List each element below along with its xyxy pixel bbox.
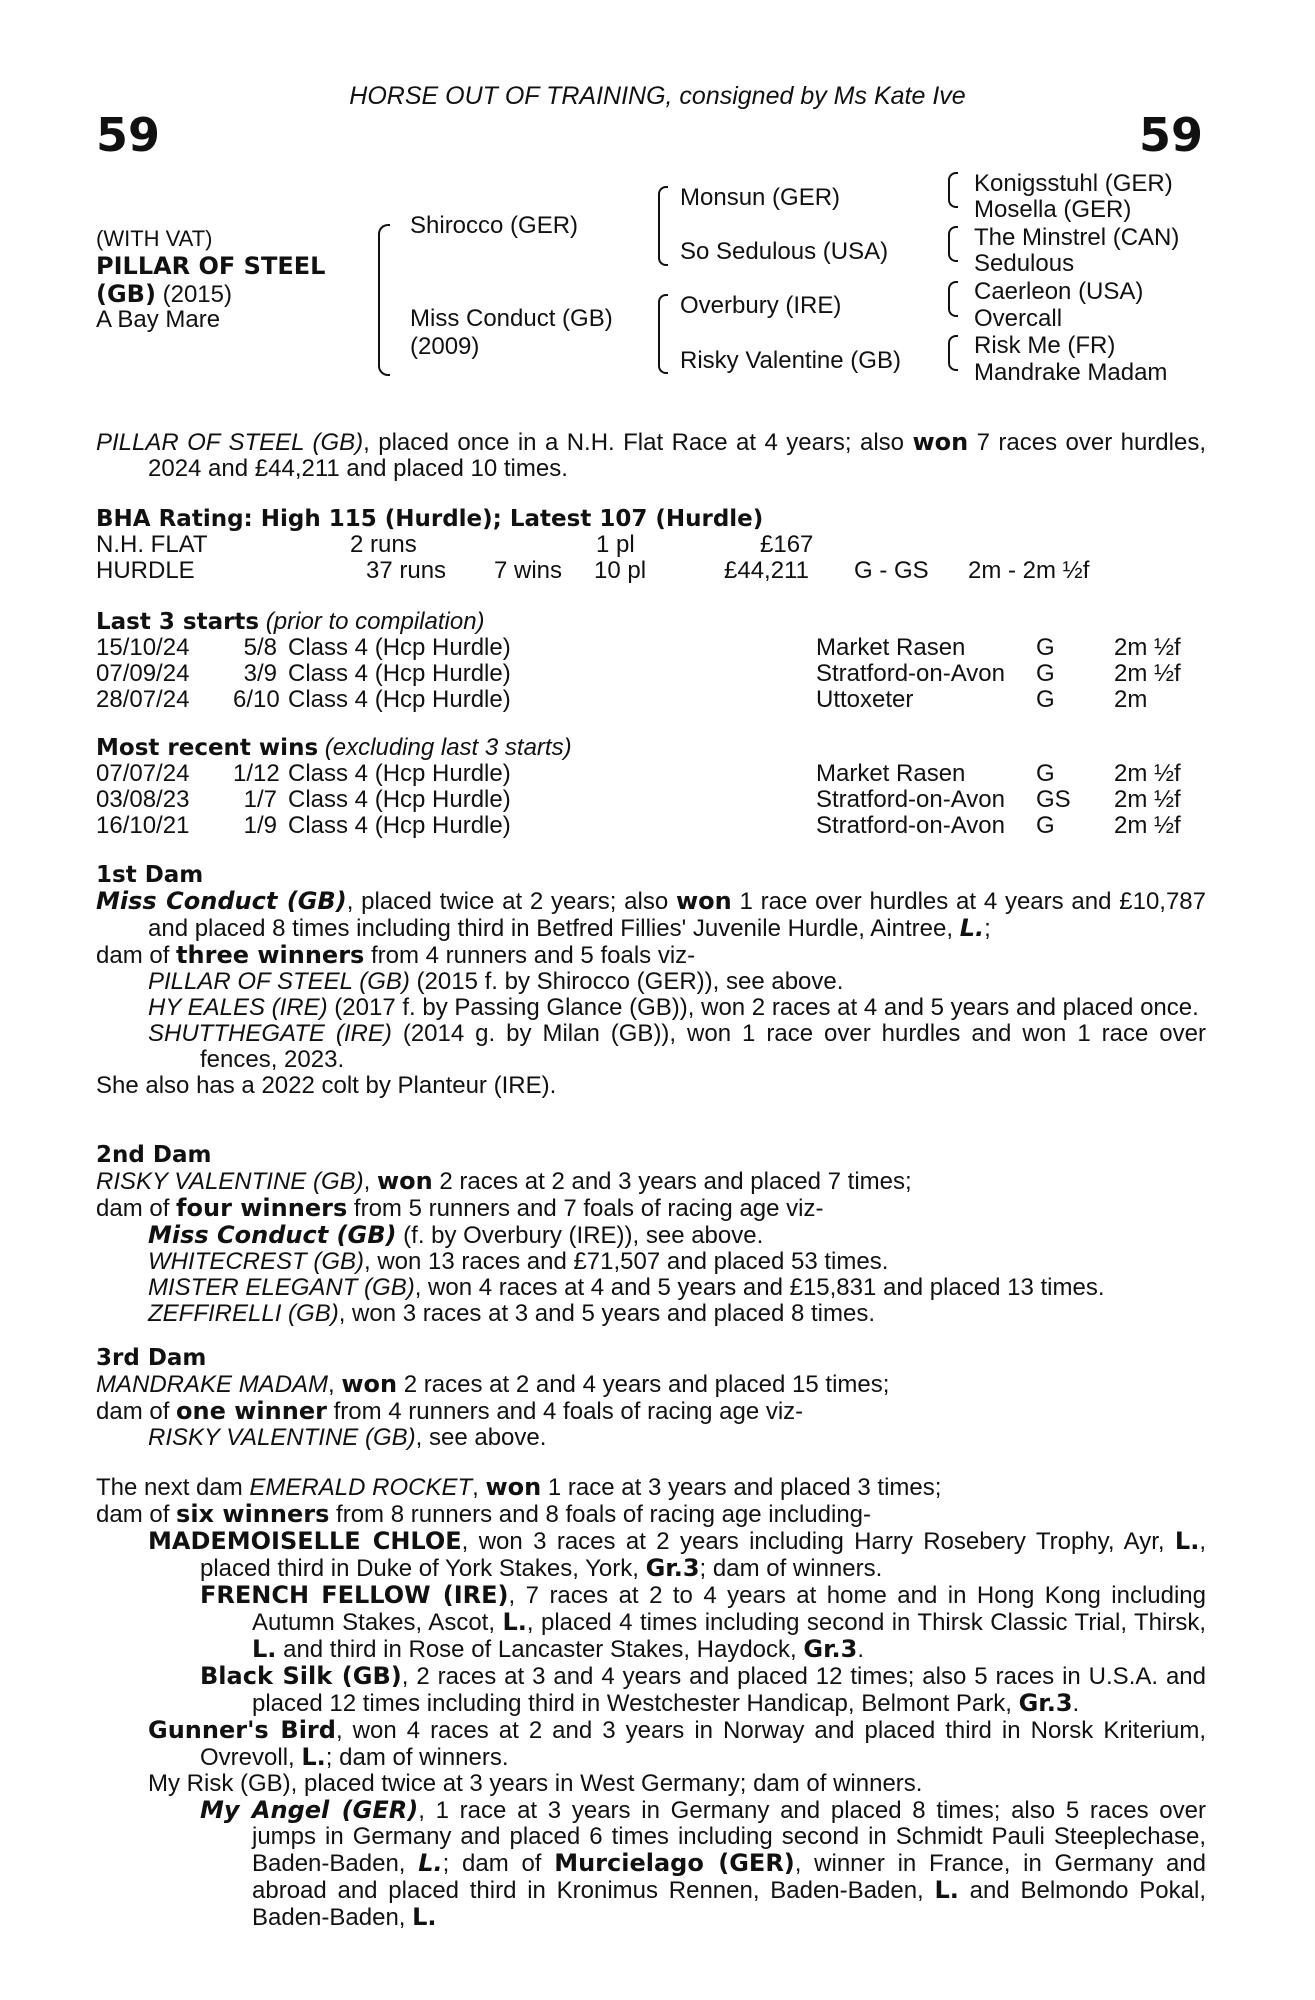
gp-brace-1 [948, 172, 958, 208]
second-dam-title: 2nd Dam [96, 1142, 212, 1168]
grandsire-1: Konigsstuhl (GER) [974, 170, 1173, 197]
dam-sire: Overbury (IRE) [680, 292, 842, 319]
first-dam-title: 1st Dam [96, 862, 204, 888]
gp-brace-4 [948, 335, 958, 371]
grandsire-2: The Minstrel (CAN) [974, 224, 1180, 251]
rating-row: HURDLE 37 runs 7 wins 10 pl £44,211 G - GS 2m - 2m ½f [96, 557, 1090, 584]
third-dam-title: 3rd Dam [96, 1345, 207, 1371]
granddam-2: Sedulous [974, 250, 1075, 277]
sire-brace [658, 186, 668, 266]
third-dam-section: 3rd Dam MANDRAKE MADAM, won 2 races at 2 and 4 years and placed 15 times; dam of one winner from 4 runners and 4 foals of racing age viz- RISKY VALENTINE (GB), see above. [96, 1345, 1206, 1451]
racing-summary: PILLAR OF STEEL (GB), placed once in a N.H. Flat Race at 4 years; also won 7 races over hurdles, 2024 and £44,211 and placed 10 times. [96, 428, 1206, 482]
lot-number-left: 59 [96, 108, 161, 162]
vat-note: (WITH VAT) [96, 226, 213, 251]
next-dam-section: The next dam EMERALD ROCKET, won 1 race at 3 years and placed 3 times; dam of six winners from 8 runners and 8 foals of racing age including- MADEMOISELLE CHLOE, won 3 races at 2 years including Harry Rosebery Trophy, Ayr, L., placed third in Duke of York Stakes, York, Gr.3; dam of winners. FRENCH FELLOW (IRE), 7 races at 2 to 4 years at home and in Hong Kong including Autumn Stakes, Ascot, L., placed 4 times including second in Thirsk Classic Trial, Thirsk, L. and third in Rose of Lancaster Stakes, Haydock, Gr.3. Black Silk (GB), 2 races at 3 and 4 years and placed 12 times; also 5 races in U.S.A. and placed 12 times including third in Westchester Handicap, Belmont Park, Gr.3. Gunner's Bird, won 4 races at 2 and 3 years in Norway and placed third in Norsk Kriterium, Ovrevoll, L.; dam of winners. My Risk (GB), placed twice at 3 years in West Germany; dam of winners. My Angel (GER), 1 race at 3 years in Germany and placed 8 times; also 5 races over jumps in Germany and placed 6 times including second in Schmidt Pauli Steeplechase, Baden-Baden, L.; dam of Murcielago (GER), winner in France, in Germany and abroad and placed third in Kronimus Rennen, Baden-Baden, L. and Belmondo Pokal, Baden-Baden, L. [96, 1473, 1207, 1931]
rating-row: N.H. FLAT 2 runs 1 pl £167 [96, 531, 814, 558]
grandsire-4: Risk Me (FR) [974, 332, 1116, 359]
start-row: 28/07/24 6/10 Class 4 (Hcp Hurdle) Uttoxeter G 2m [96, 686, 1148, 713]
gp-brace-3 [948, 281, 958, 317]
dam: Miss Conduct (GB) [410, 305, 613, 332]
grandsire-3: Caerleon (USA) [974, 278, 1144, 305]
last-3-starts: Last 3 starts (prior to compilation) 15/10/24 5/8 Class 4 (Hcp Hurdle) Market Rasen G 2m ½f 07/09/24 3/9 Class 4 (Hcp Hurdle) Stratford-on-Avon G 2m ½f 28/07/24 6/10 Class 4 (Hcp Hurdle) Uttoxeter G 2m [96, 609, 1206, 713]
dam-year: (2009) [410, 333, 480, 360]
dam-brace [658, 294, 668, 374]
sire-sire: Monsun (GER) [680, 184, 841, 211]
win-row: 07/07/24 1/12 Class 4 (Hcp Hurdle) Market Rasen G 2m ½f [96, 760, 1181, 787]
start-row: 15/10/24 5/8 Class 4 (Hcp Hurdle) Market Rasen G 2m ½f [96, 634, 1181, 661]
rating-title: BHA Rating: High 115 (Hurdle); Latest 107 (Hurdle) [96, 506, 764, 532]
start-row: 07/09/24 3/9 Class 4 (Hcp Hurdle) Stratford-on-Avon G 2m ½f [96, 660, 1181, 687]
sire-dam: So Sedulous (USA) [680, 238, 889, 265]
lot-number-right: 59 [1138, 108, 1203, 162]
horse-description: A Bay Mare [96, 306, 221, 333]
consignment-line: HORSE OUT OF TRAINING, consigned by Ms Kate Ive [349, 82, 966, 110]
granddam-3: Overcall [974, 305, 1063, 332]
horse-name: PILLAR OF STEEL [96, 252, 326, 280]
dam-dam: Risky Valentine (GB) [680, 347, 901, 374]
horse-origin-year: (GB) (2015) [96, 280, 232, 308]
sire: Shirocco (GER) [410, 212, 579, 239]
win-row: 16/10/21 1/9 Class 4 (Hcp Hurdle) Stratford-on-Avon G 2m ½f [96, 812, 1181, 839]
second-dam-section: 2nd Dam RISKY VALENTINE (GB), won 2 races at 2 and 3 years and placed 7 times; dam of four winners from 5 runners and 7 foals of racing age viz- Miss Conduct (GB) (f. by Overbury (IRE)), see above. WHITECREST (GB), won 13 races and £71,507 and placed 53 times. MISTER ELEGANT (GB), won 4 races at 4 and 5 years and £15,831 and placed 13 times. ZEFFIRELLI (GB), won 3 races at 3 and 5 years and placed 8 times. [96, 1142, 1206, 1327]
granddam-4: Mandrake Madam [974, 359, 1168, 386]
granddam-1: Mosella (GER) [974, 196, 1132, 223]
gp-brace-2 [948, 226, 958, 262]
win-row: 03/08/23 1/7 Class 4 (Hcp Hurdle) Stratford-on-Avon GS 2m ½f [96, 786, 1181, 813]
most-recent-wins: Most recent wins (excluding last 3 starts) 07/07/24 1/12 Class 4 (Hcp Hurdle) Market Rasen G 2m ½f 03/08/23 1/7 Class 4 (Hcp Hurdle) Stratford-on-Avon GS 2m ½f 16/10/21 1/9 Class 4 (Hcp Hurdle) Stratford-on-Avon G 2m ½f [96, 735, 1206, 839]
rating-section [96, 506, 1206, 584]
pedigree-brace [378, 224, 390, 376]
first-dam-section: 1st Dam Miss Conduct (GB), placed twice at 2 years; also won 1 race over hurdles at 4 years and £10,787 and placed 8 times including third in Betfred Fillies' Juvenile Hurdle, Aintree, L.; dam of three winners from 4 runners and 5 foals viz- PILLAR OF STEEL (GB) (2015 f. by Shirocco (GER)), see above. HY EALES (IRE) (2017 f. by Passing Glance (GB)), won 2 races at 4 and 5 years and placed once. SHUTTHEGATE (IRE) (2014 g. by Milan (GB)), won 1 race over hurdles and won 1 race over fences, 2023. She also has a 2022 colt by Planteur (IRE). [96, 862, 1206, 1099]
